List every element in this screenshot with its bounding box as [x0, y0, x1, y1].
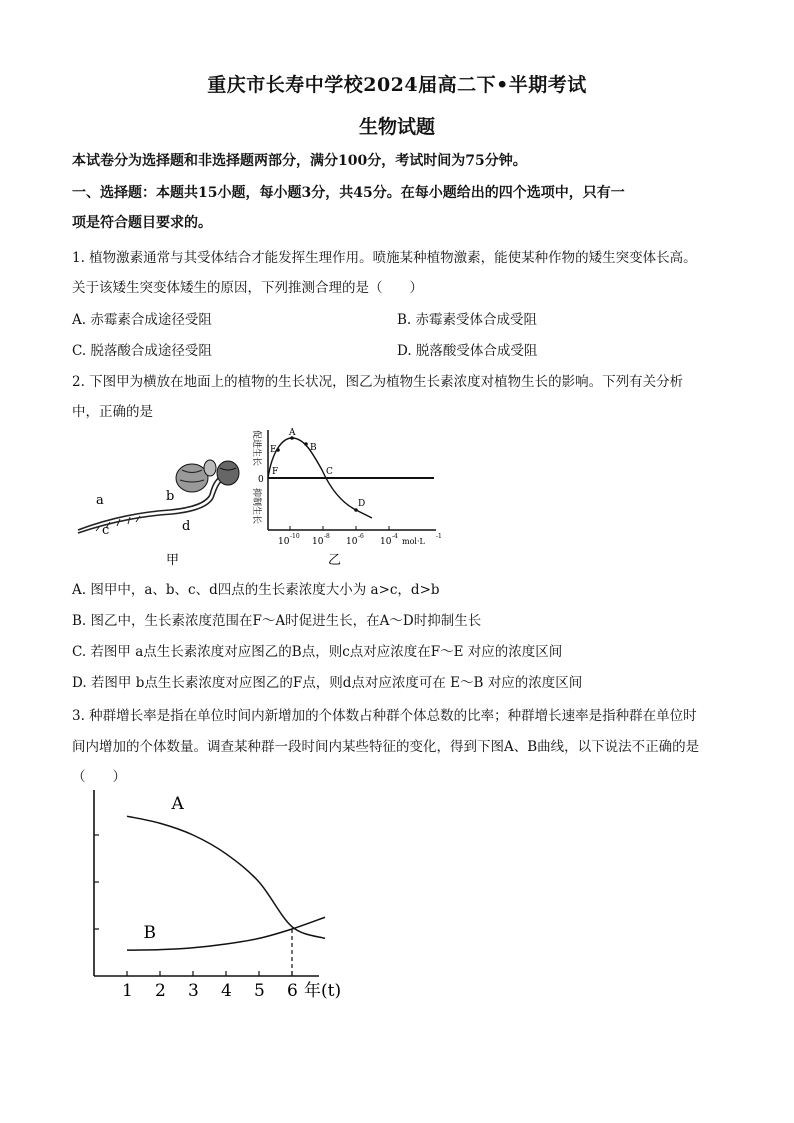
section-heading-line2: 项是符合题目要求的。	[72, 215, 212, 231]
q1-option-d[interactable]: D. 脱落酸受体合成受阻	[397, 343, 538, 359]
figure-jia-caption: 甲	[166, 553, 180, 568]
chart-x-axis-label: 年(t)	[304, 981, 342, 1001]
yi-tick-4: 10	[380, 537, 392, 547]
chart-x-tick-label: 4	[221, 981, 232, 1001]
yi-tick-2-exp: -8	[324, 533, 330, 540]
yi-label-b: B	[310, 443, 317, 453]
yi-label-f: F	[272, 467, 279, 477]
yi-x-unit: mol·L	[402, 537, 425, 546]
yi-tick-2: 10	[312, 537, 324, 547]
chart-x-tick-label: 1	[122, 981, 133, 1001]
chart-x-tick-label: 2	[155, 981, 166, 1001]
yi-tick-3-exp: -6	[358, 533, 364, 540]
yi-label-e: E	[270, 445, 277, 455]
q1-option-c[interactable]: C. 脱落酸合成途径受阻	[72, 343, 212, 359]
q2-option-c[interactable]: C. 若图甲 a点生长素浓度对应图乙的B点，则c点对应浓度在F～E 对应的浓度区间	[72, 644, 563, 660]
exam-intro: 本试卷分为选择题和非选择题两部分，满分100分，考试时间为75分钟。	[72, 153, 527, 169]
figure-yi-caption: 乙	[328, 553, 342, 568]
q3-stem-line1: 3. 种群增长率是指在单位时间内新增加的个体数占种群个体总数的比率；种群增长速率是指种群在单位时	[72, 708, 697, 724]
yi-x-ticks	[278, 526, 442, 547]
chart-series-A-line	[127, 816, 325, 938]
yi-y-top-label: 促进生长	[251, 430, 261, 467]
q3-stem-line2: 间内增加的个体数量。调查某种群一段时间内某些特征的变化，得到下图A、B曲线，以下说法不正确的是	[72, 739, 700, 755]
yi-point-e	[276, 448, 280, 452]
yi-y-bottom-label: 抑制生长	[251, 488, 261, 525]
q2-stem-line1: 2. 下图甲为横放在地面上的植物的生长状况，图乙为植物生长素浓度对植物生长的影响。下列有关分析	[72, 374, 684, 390]
chart-x-tick-label: 3	[188, 981, 199, 1001]
q2-option-d[interactable]: D. 若图甲 b点生长素浓度对应图乙的F点，则d点对应浓度可在 E～B 对应的浓度区间	[72, 675, 583, 691]
label-d: d	[182, 519, 191, 534]
q2-option-b[interactable]: B. 图乙中，生长素浓度范围在F～A时促进生长，在A～D时抑制生长	[72, 613, 482, 629]
chart-x-tick-label: 6	[287, 981, 298, 1001]
label-a: a	[96, 493, 104, 508]
yi-label-d: D	[358, 499, 366, 509]
exam-subtitle: 生物试题	[358, 116, 435, 138]
figure-yi	[246, 422, 446, 572]
yi-label-c: C	[326, 467, 333, 477]
yi-tick-1-exp: -10	[290, 533, 300, 540]
q3-stem-line3: （ ）	[72, 769, 126, 785]
q1-option-b[interactable]: B. 赤霉素受体合成受阻	[397, 312, 538, 328]
chart-series-A-label: A	[171, 794, 184, 815]
yi-point-b	[304, 442, 308, 446]
q1-option-a[interactable]: A. 赤霉素合成途径受阻	[72, 312, 212, 328]
chart-series-B-label: B	[143, 922, 156, 943]
chart-series-B-line	[127, 917, 325, 950]
figure-jia	[70, 440, 250, 570]
chart-x-tick-label: 5	[254, 981, 265, 1001]
label-c: c	[102, 523, 110, 538]
plant-leaves-drawing	[176, 460, 239, 492]
label-b: b	[166, 489, 175, 504]
yi-tick-4-exp: -4	[392, 533, 398, 540]
exam-title: 重庆市长寿中学校2024届高二下•半期考试	[207, 74, 587, 96]
yi-zero-label: 0	[258, 475, 264, 485]
yi-label-a: A	[289, 428, 296, 438]
q2-option-a[interactable]: A. 图甲中，a、b、c、d四点的生长素浓度大小为 a>c，d>b	[72, 582, 440, 598]
q2-stem-line2: 中，正确的是	[72, 404, 153, 420]
q3-chart	[60, 790, 380, 1015]
yi-tick-3: 10	[346, 537, 358, 547]
yi-x-unit-exp: -1	[436, 533, 442, 540]
section-heading-line1: 一、选择题：本题共15小题，每小题3分，共45分。在每小题给出的四个选项中，只有一	[72, 185, 625, 201]
yi-tick-1: 10	[278, 537, 290, 547]
q1-stem-line1: 1. 植物激素通常与其受体结合才能发挥生理作用。喷施某种植物激素，能使某种作物的矮生突变体长高。	[72, 250, 697, 266]
q1-stem-line2: 关于该矮生突变体矮生的原因，下列推测合理的是（ ）	[72, 280, 423, 296]
